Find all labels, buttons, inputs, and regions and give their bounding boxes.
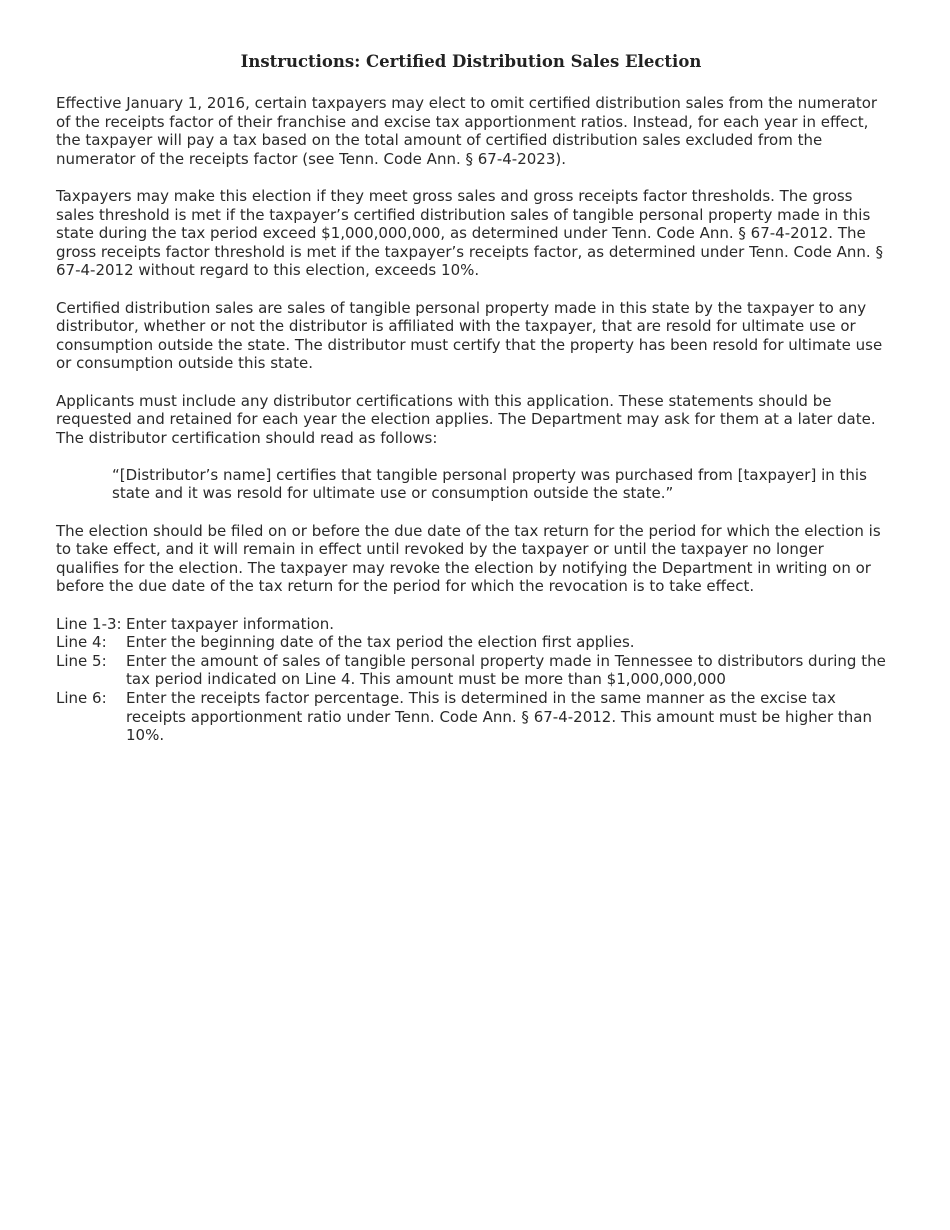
line-instruction-row [56,633,886,652]
distributor-certification-quote: “[Distributor’s name] certifies that tangible personal property was purchased from [taxpayer] in this state and it was resold for ultimate use or consumption outside the state.” [112,465,867,503]
line-label: Line 1-3: [56,614,122,633]
line-label: Line 5: [56,651,107,670]
line-instruction-row [56,615,886,634]
instructions-page [56,50,886,745]
line-label: Line 6: [56,689,107,707]
line-text: Enter the receipts factor percentage. This is determined in the same manner as the excise tax receipts apportionment ratio under Tenn. Code Ann. § 67-4-2012. This amount must be higher than 10%. [126,689,872,745]
line-instruction-row [56,652,886,689]
paragraph-filing: The election should be filed on or before the due date of the tax return for the period for which the election is to take effect, and it will remain in effect until revoked by the taxpayer or until the taxpayer no longer qualifies for the election. The taxpayer may revoke the election by notifying the Department in writing on or before the due date of the tax return for the period for which the revocation is to take effect. [56,521,881,596]
paragraph-definition: Certified distribution sales are sales of tangible personal property made in this state by the taxpayer to any distributor, whether or not the distributor is affiliated with the taxpayer, that are resold for ultimate use or consumption outside the state. The distributor must certify that the property has been resold for ultimate use or consumption outside this state. [56,298,883,373]
paragraph-certifications: Applicants must include any distributor certifications with this application. These statements should be requested and retained for each year the election applies. The Department may ask for them at a later date. The distributor certification should read as follows: [56,391,876,447]
line-instruction-row [56,689,886,745]
page-title: Instructions: Certified Distribution Sales Election [240,52,702,71]
line-text: Enter taxpayer information. [126,614,335,633]
paragraph-effective-date: Effective January 1, 2016, certain taxpayers may elect to omit certified distribution sales from the numerator of the receipts factor of their franchise and excise tax apportionment ratios. Instead, for each year in effect, the taxpayer will pay a tax based on the total amount of certified distribution sales excluded from the numerator of the receipts factor (see Tenn. Code Ann. § 67-4-2023). [56,94,878,168]
line-text: Enter the beginning date of the tax period the election first applies. [126,633,635,652]
line-text: Enter the amount of sales of tangible personal property made in Tennessee to distributors during the tax period indicated on Line 4. This amount must be more than $1,000,000,000 [126,651,886,689]
line-instructions [56,615,886,745]
paragraph-thresholds: Taxpayers may make this election if they meet gross sales and gross receipts factor thresholds. The gross sales threshold is met if the taxpayer’s certified distribution sales of tangible personal property made in this state during the tax period exceed $1,000,000,000, as determined under Tenn. Code Ann. § 67-4-2012. The gross receipts factor threshold is met if the taxpayer’s receipts factor, as determined under Tenn. Code Ann. § 67-4-2012 without regard to this election, exceeds 10%. [56,186,883,280]
line-label: Line 4: [56,633,107,652]
